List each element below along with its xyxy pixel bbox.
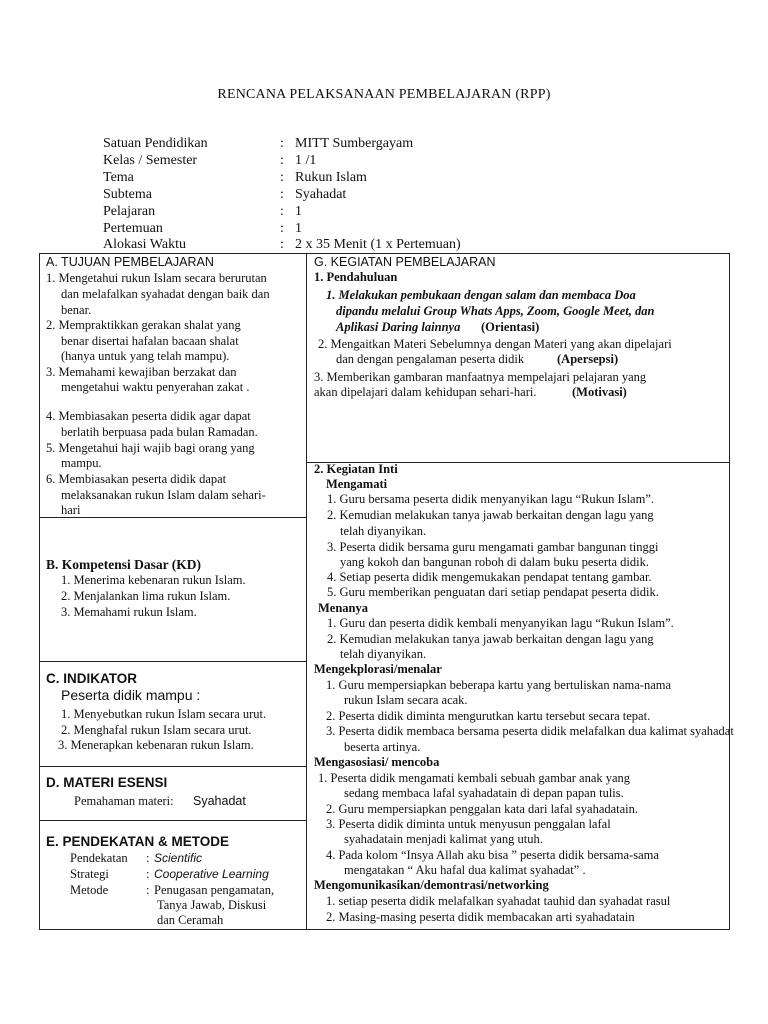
kd-item: 3. Memahami rukun Islam.	[61, 605, 197, 619]
asosiasi-line: sedang membaca lafal syahadatain di depan papan tulis.	[344, 786, 624, 800]
section-d-heading: D. MATERI ESENSI	[46, 775, 168, 790]
objective-line: dan melafalkan syahadat dengan baik dan	[61, 287, 270, 301]
pendahuluan-item: 1. Melakukan pembukaan dengan salam dan membaca Doa	[326, 288, 636, 302]
section-g-heading: G. KEGIATAN PEMBELAJARAN	[314, 255, 496, 269]
asosiasi-heading: Mengasosiasi/ mencoba	[314, 755, 440, 769]
eksplorasi-line: beserta artinya.	[344, 740, 421, 754]
objective-line: melaksanakan rukun Islam dalam sehari-	[61, 488, 266, 502]
identity-label: Satuan Pendidikan	[103, 136, 208, 151]
identity-label: Alokasi Waktu	[103, 237, 186, 253]
kd-item: 2. Menjalankan lima rukun Islam.	[61, 589, 231, 603]
method-value: Penugasan pengamatan,	[154, 883, 275, 897]
identity-colon: :	[280, 220, 284, 236]
method-value: Scientific	[154, 851, 203, 865]
asosiasi-line: 2. Guru mempersiapkan penggalan kata dari lafal syahadatain.	[326, 802, 639, 816]
method-label: Strategi	[70, 867, 109, 881]
menanya-line: telah diyanyikan.	[340, 647, 427, 661]
komunikasi-heading: Mengomunikasikan/demontrasi/networking	[314, 878, 549, 892]
identity-value: 1 /1	[295, 152, 317, 168]
identity-label: Pertemuan	[103, 220, 163, 236]
identity-colon: :	[280, 203, 284, 219]
identity-value: Syahadat	[295, 186, 347, 202]
section-a-heading: A. TUJUAN PEMBELAJARAN	[46, 255, 214, 269]
method-value: Cooperative Learning	[154, 867, 269, 881]
identity-row	[103, 220, 603, 237]
method-value: dan Ceramah	[157, 913, 224, 927]
identity-colon: :	[280, 186, 284, 202]
method-colon: :	[146, 883, 150, 897]
identity-value: 1	[295, 220, 302, 236]
objective-line: 4. Membiasakan peserta didik agar dapat	[46, 409, 251, 423]
mengamati-line: 5. Guru memberikan penguatan dari setiap pendapat peserta didik.	[327, 585, 659, 599]
section-c-intro: Peserta didik mampu :	[61, 687, 201, 703]
pendahuluan-item: 3. Memberikan gambaran manfaatnya mempelajari pelajaran yang	[314, 370, 647, 384]
asosiasi-line: 3. Peserta didik diminta untuk menyusun penggalan lafal	[326, 817, 611, 831]
asosiasi-line: mengatakan “ Aku hafal dua kalimat syahadat” .	[344, 863, 586, 877]
menanya-heading: Menanya	[318, 601, 368, 615]
mengamati-line: 3. Peserta didik bersama guru mengamati gambar bangunan tinggi	[327, 540, 659, 554]
mengamati-line: 1. Guru bersama peserta didik menyanyikan lagu “Rukun Islam”.	[327, 492, 654, 506]
pendahuluan-item: dan dengan pengalaman peserta didik	[336, 352, 525, 366]
objective-line: berlatih berpuasa pada bulan Ramadan.	[61, 425, 258, 439]
section-e-heading: E. PENDEKATAN & METODE	[46, 834, 230, 849]
section-c-heading: C. INDIKATOR	[46, 671, 137, 686]
section-b-heading: B. Kompetensi Dasar (KD)	[46, 557, 201, 572]
mengamati-line: telah diyanyikan.	[340, 524, 427, 538]
identity-colon: :	[280, 152, 284, 168]
mengamati-line: 4. Setiap peserta didik mengemukakan pendapat tentang gambar.	[327, 570, 652, 584]
identity-value: 2 x 35 Menit (1 x Pertemuan)	[295, 237, 461, 253]
identity-row	[103, 236, 603, 253]
objective-line: hari	[61, 503, 81, 517]
materi-label: Pemahaman materi:	[74, 794, 174, 808]
method-colon: :	[146, 851, 150, 865]
pendahuluan-item: 2. Mengaitkan Materi Sebelumnya dengan Materi yang akan dipelajari	[318, 337, 672, 351]
eksplorasi-line: 2. Peserta didik diminta mengurutkan kartu tersebut secara tepat.	[326, 709, 651, 723]
kd-item: 1. Menerima kebenaran rukun Islam.	[61, 573, 246, 587]
apersepsi-tag: (Apersepsi)	[557, 352, 619, 366]
objective-line: mengetahui waktu penyerahan zakat .	[61, 380, 250, 394]
komunikasi-line: 1. setiap peserta didik melafalkan syahadat tauhid dan syahadat rasul	[326, 894, 671, 908]
komunikasi-line: 2. Masing-masing peserta didik membacakan arti syahadatain	[326, 910, 635, 924]
mengamati-line: yang kokoh dan bangunan roboh di dalam buku peserta didik.	[340, 555, 649, 569]
identity-row	[103, 186, 603, 203]
eksplorasi-line: 3. Peserta didik membaca bersama peserta didik melafalkan dua kalimat syahadat	[326, 724, 734, 738]
method-value: Tanya Jawab, Diskusi	[157, 898, 267, 912]
eksplorasi-line: rukun Islam secara acak.	[344, 693, 468, 707]
indikator-item: 1. Menyebutkan rukun Islam secara urut.	[61, 707, 267, 721]
indikator-item: 3. Menerapkan kebenaran rukun Islam.	[58, 738, 254, 752]
asosiasi-line: 4. Pada kolom “Insya Allah aku bisa ” peserta didik bersama-sama	[326, 848, 659, 862]
method-label: Pendekatan	[70, 851, 128, 865]
pendahuluan-item: dipandu melalui Group Whats Apps, Zoom, Google Meet, dan	[336, 304, 655, 318]
materi-value: Syahadat	[193, 794, 246, 808]
objective-line: mampu.	[61, 456, 102, 470]
menanya-line: 1. Guru dan peserta didik kembali menyanyikan lagu “Rukun Islam”.	[327, 616, 674, 630]
identity-row	[103, 203, 603, 220]
pendahuluan-heading: 1. Pendahuluan	[314, 270, 398, 284]
indikator-item: 2. Menghafal rukun Islam secara urut.	[61, 722, 252, 737]
identity-label: Pelajaran	[103, 203, 156, 219]
identity-row	[103, 152, 603, 169]
inti-heading: 2. Kegiatan Inti	[314, 462, 398, 476]
orientasi-tag: (Orientasi)	[481, 320, 540, 334]
pendahuluan-item: akan dipelajari dalam kehidupan sehari-hari.	[314, 385, 537, 399]
document-title: RENCANA PELAKSANAAN PEMBELAJARAN (RPP)	[217, 87, 551, 102]
asosiasi-line: syahadatain menjadi kalimat yang utuh.	[344, 832, 543, 846]
mengamati-heading: Mengamati	[326, 477, 388, 491]
mengamati-line: 2. Kemudian melakukan tanya jawab berkaitan dengan lagu yang	[327, 508, 654, 522]
identity-label: Subtema	[103, 186, 152, 202]
asosiasi-line: 1. Peserta didik mengamati kembali sebuah gambar anak yang	[318, 771, 631, 785]
identity-label: Tema	[103, 169, 134, 185]
identity-value: MITT Sumbergayam	[295, 136, 414, 151]
identity-row	[103, 135, 603, 152]
method-colon: :	[146, 867, 150, 881]
identity-colon: :	[280, 169, 284, 185]
objective-line: 6. Membiasakan peserta didik dapat	[46, 472, 227, 486]
identity-row	[103, 169, 603, 186]
method-label: Metode	[70, 883, 109, 897]
objective-line: (hanya untuk yang telah mampu).	[61, 349, 230, 363]
identity-colon: :	[280, 237, 284, 253]
objective-line: 3. Memahami kewajiban berzakat dan	[46, 365, 237, 379]
identity-value: 1	[295, 203, 302, 219]
identity-value: Rukun Islam	[295, 169, 367, 185]
objective-line: 5. Mengetahui haji wajib bagi orang yang	[46, 441, 255, 455]
pendahuluan-item: Aplikasi Daring lainnya	[336, 320, 461, 334]
identity-colon: :	[280, 136, 284, 151]
menanya-line: 2. Kemudian melakukan tanya jawab berkaitan dengan lagu yang	[327, 632, 654, 646]
objective-line: 2. Mempraktikkan gerakan shalat yang	[46, 318, 241, 332]
objective-line: benar.	[61, 303, 92, 317]
motivasi-tag: (Motivasi)	[572, 385, 627, 399]
objective-line: benar disertai hafalan bacaan shalat	[61, 334, 239, 348]
identity-label: Kelas / Semester	[103, 152, 198, 168]
objective-line: 1. Mengetahui rukun Islam secara berurutan	[46, 271, 267, 285]
eksplorasi-heading: Mengekplorasi/menalar	[314, 662, 442, 676]
eksplorasi-line: 1. Guru mempersiapkan beberapa kartu yang bertuliskan nama-nama	[326, 678, 672, 692]
